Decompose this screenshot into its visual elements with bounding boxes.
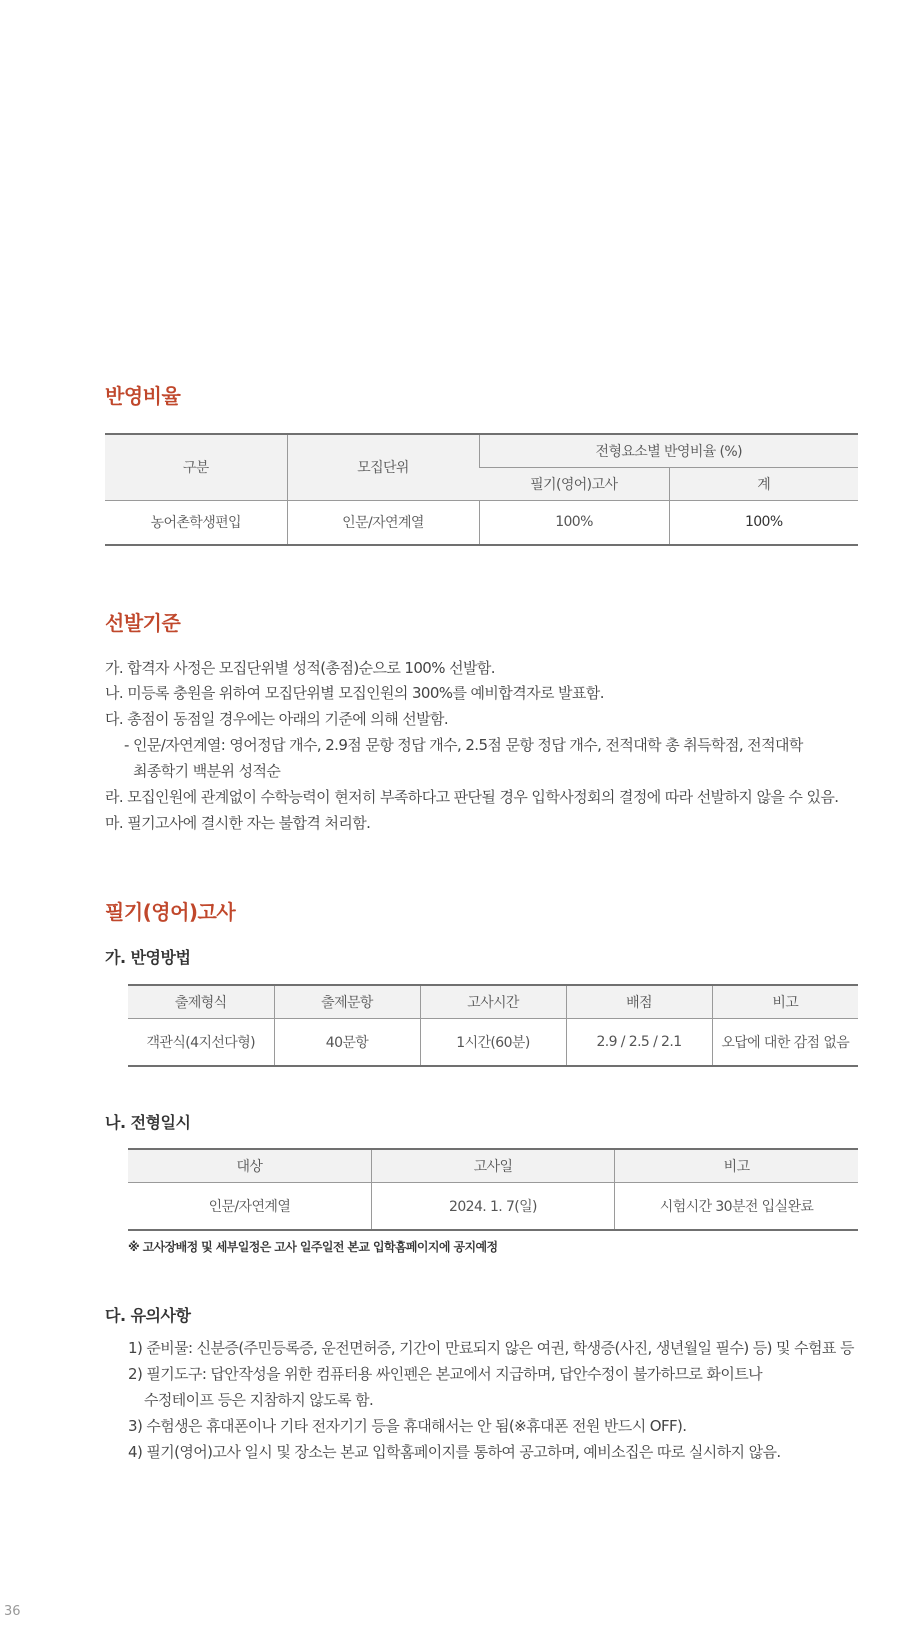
header-remarks: 비고 [712,985,858,1018]
method-table [128,984,858,1067]
header-written: 필기(영어)고사 [479,467,669,500]
ratio-section-title: 반영비율 [105,384,181,408]
cell-total: 100% [669,500,858,545]
header-format: 출제형식 [128,985,274,1018]
table-row [128,1018,858,1066]
cell-questions: 40문항 [274,1018,420,1066]
criteria-item: 마. 필기고사에 결시한 자는 불합격 처리함. [105,814,371,832]
criteria-item: 나. 미등록 충원을 위하여 모집단위별 모집인원의 300%를 예비합격자로 발표함. [105,684,604,702]
cell-format: 객관식(4지선다형) [146,1034,255,1051]
header-target: 대상 [128,1149,371,1182]
header-category: 구분 [105,434,287,500]
header-questions: 출제문항 [274,985,420,1018]
header-unit: 모집단위 [287,434,479,500]
header-remarks: 비고 [615,1149,858,1182]
page-number: 36 [4,1604,21,1619]
header-points: 배점 [566,985,712,1018]
ratio-table [105,433,858,546]
table-row [128,1182,858,1230]
table-row [105,500,858,545]
schedule-subtitle: 나. 전형일시 [105,1113,191,1132]
criteria-item: 가. 합격자 사정은 모집단위별 성적(총점)순으로 100% 선발함. [105,659,495,677]
cell-remarks: 시험시간 30분전 입실완료 [615,1182,858,1230]
caution-item: 4) 필기(영어)고사 일시 및 장소는 본교 입학홈페이지를 통하여 공고하며, 예비소집은 따로 실시하지 않음. [128,1443,781,1461]
caution-item: 2) 필기도구: 답안작성을 위한 컴퓨터용 싸인펜은 본교에서 지급하며, 답안수정이 불가하므로 화이트나 [128,1365,762,1383]
cell-points: 2.9 / 2.5 / 2.1 [566,1018,712,1066]
criteria-section-title: 선발기준 [105,611,181,635]
cell-category: 농어촌학생편입 [150,515,241,532]
cell-written: 100% [479,500,669,545]
criteria-subitem: - 인문/자연계열: 영어정답 개수, 2.9점 문항 정답 개수, 2.5점 문항 정답 개수, 전적대학 총 취득학점, 전적대학 [124,736,803,754]
exam-section-title: 필기(영어)고사 [105,900,236,924]
header-exam-date: 고사일 [371,1149,614,1182]
schedule-table [128,1148,858,1231]
header-duration: 고사시간 [420,985,566,1018]
caution-item: 3) 수험생은 휴대폰이나 기타 전자기기 등을 휴대해서는 안 됨(※휴대폰 전원 반드시 OFF). [128,1417,687,1435]
schedule-note: ※ 고사장배정 및 세부일정은 고사 일주일전 본교 입학홈페이지에 공지예정 [128,1240,498,1254]
criteria-subitem: 최종학기 백분위 성적순 [133,762,281,780]
criteria-item: 라. 모집인원에 관계없이 수학능력이 현저히 부족하다고 판단될 경우 입학사정회의 결정에 따라 선발하지 않을 수 있음. [105,788,839,806]
cell-target: 인문/자연계열 [208,1198,291,1215]
header-total: 계 [669,467,858,500]
cell-exam-date: 2024. 1. 7(일) [371,1182,614,1230]
method-subtitle: 가. 반영방법 [105,948,191,967]
caution-subtitle: 다. 유의사항 [105,1306,191,1325]
cell-unit: 인문/자연계열 [287,500,479,545]
criteria-item: 다. 총점이 동점일 경우에는 아래의 기준에 의해 선발함. [105,710,449,728]
header-ratio-group: 전형요소별 반영비율 (%) [479,434,858,467]
caution-item-continued: 수정테이프 등은 지참하지 않도록 함. [144,1391,374,1409]
caution-item: 1) 준비물: 신분증(주민등록증, 운전면허증, 기간이 만료되지 않은 여권, 학생증(사진, 생년월일 필수) 등) 및 수험표 등 [128,1339,854,1357]
cell-duration: 1시간(60분) [420,1018,566,1066]
cell-remarks: 오답에 대한 감점 없음 [712,1018,858,1066]
